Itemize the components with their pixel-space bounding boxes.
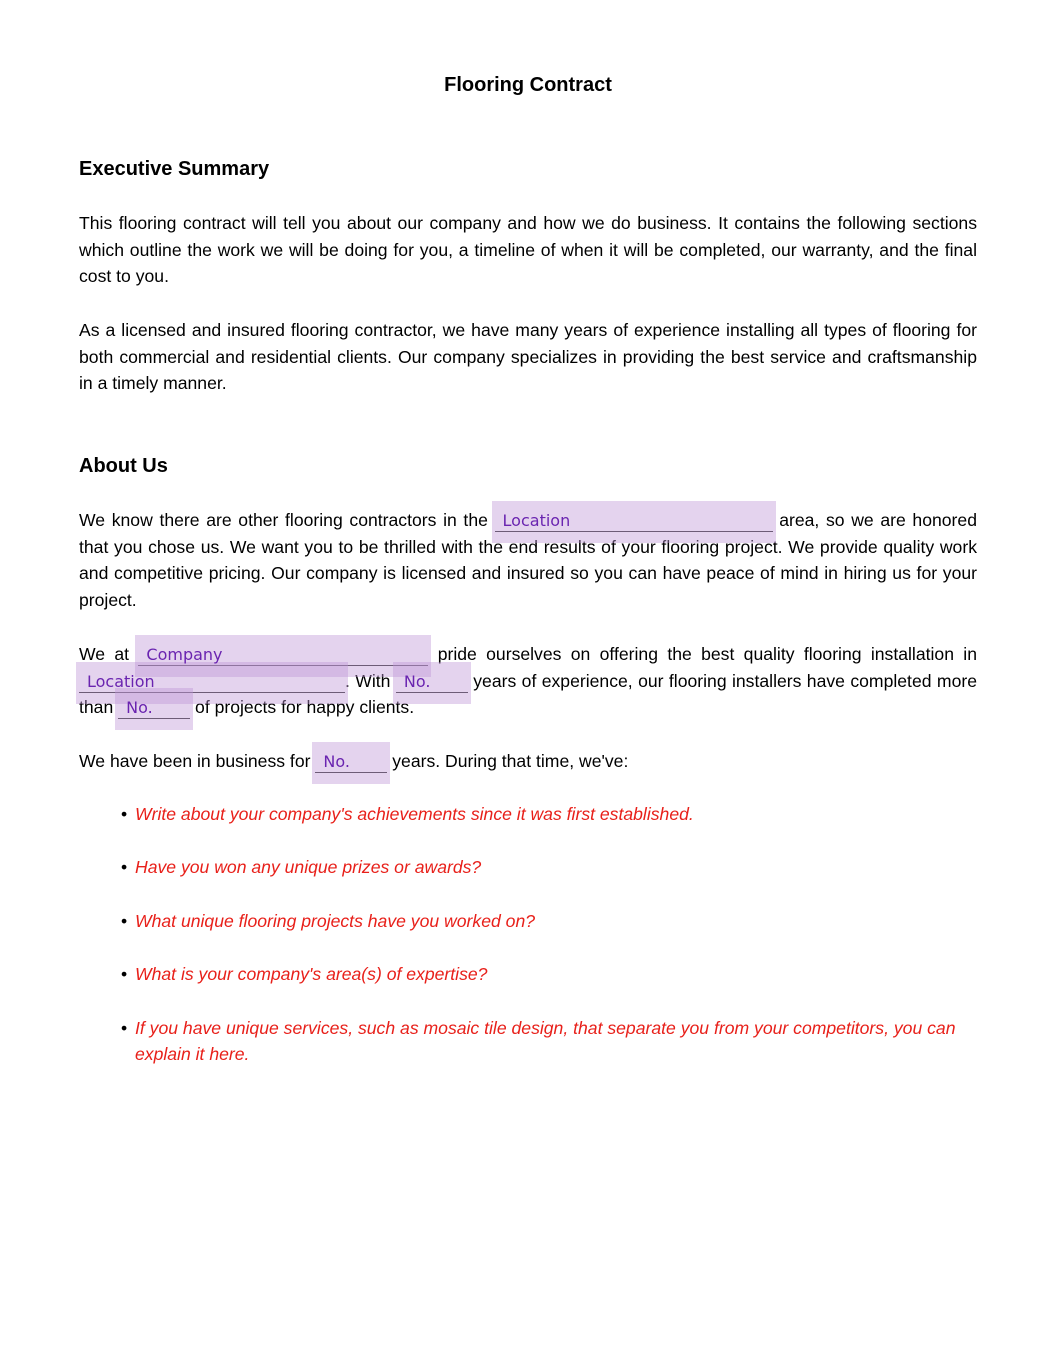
placeholder-instruction: What is your company's area(s) of expertise?	[135, 964, 488, 985]
achievements-list	[121, 801, 977, 1095]
list-item	[121, 854, 977, 881]
location-field-label: Location	[502, 511, 571, 530]
company-field-label: Company	[146, 645, 223, 664]
placeholder-instruction: What unique flooring projects have you worked on?	[135, 910, 536, 931]
bullet-icon: •	[121, 804, 128, 824]
location-field[interactable]	[79, 672, 345, 693]
text-run: of projects for happy clients.	[190, 697, 415, 718]
location-field[interactable]	[495, 511, 773, 532]
list-item	[121, 1015, 977, 1068]
years-experience-field[interactable]	[396, 672, 468, 693]
placeholder-instruction: Write about your company's achievements since it was first established.	[135, 804, 694, 824]
years-in-business-field-label: No.	[323, 752, 350, 771]
text-run: area, so we are honored that you chose us. We want you to be thrilled with the end results of your flooring project. We provide quality work and competitive pricing. Our company is licensed and insured so you can have peace of mind in hiring us for your project.	[79, 510, 977, 611]
bullet-icon: •	[121, 1017, 128, 1038]
about-us-heading: About Us	[79, 455, 168, 477]
about-us-paragraph-2	[79, 641, 977, 721]
document-title: Flooring Contract	[444, 74, 612, 96]
executive-summary-heading: Executive Summary	[79, 158, 270, 180]
location-field-label: Location	[87, 671, 155, 691]
list-item	[121, 801, 977, 828]
text-run: pride ourselves on offering the best quality flooring installation in	[428, 644, 977, 664]
text-run: We at	[79, 644, 139, 664]
list-item	[121, 908, 977, 935]
executive-summary-paragraph-1: This flooring contract will tell you about our company and how we do business. It contains the following sections which outline the work we will be doing for you, a timeline of when it will be completed, our warranty, and the final cost to you.	[79, 213, 977, 287]
placeholder-instruction: If you have unique services, such as mosaic tile design, that separate you from your competitors, you can explain it here.	[135, 1017, 956, 1065]
placeholder-instruction: Have you won any unique prizes or awards?	[135, 857, 482, 878]
text-run: We have been in business for	[79, 751, 316, 771]
text-run: We know there are other flooring contractors in the	[79, 510, 495, 530]
about-us-paragraph-3	[79, 748, 977, 775]
list-item	[121, 961, 977, 988]
bullet-icon: •	[121, 857, 128, 878]
projects-count-field[interactable]	[118, 698, 190, 719]
text-run: years of experience, our flooring installers have completed more than	[79, 670, 977, 718]
bullet-icon: •	[121, 964, 128, 985]
projects-count-field-label: No.	[126, 698, 153, 718]
years-in-business-field[interactable]	[315, 752, 387, 773]
bullet-icon: •	[121, 910, 128, 931]
text-run: years. During that time, we've:	[387, 751, 629, 771]
years-experience-field-label: No.	[403, 671, 431, 691]
executive-summary-paragraph-2: As a licensed and insured flooring contractor, we have many years of experience installing all types of flooring for both commercial and residential clients. Our company specializes in providing the best service and craftsmanship in a timely manner.	[79, 320, 977, 394]
about-us-paragraph-1	[79, 507, 977, 614]
text-run: . With	[345, 670, 396, 691]
